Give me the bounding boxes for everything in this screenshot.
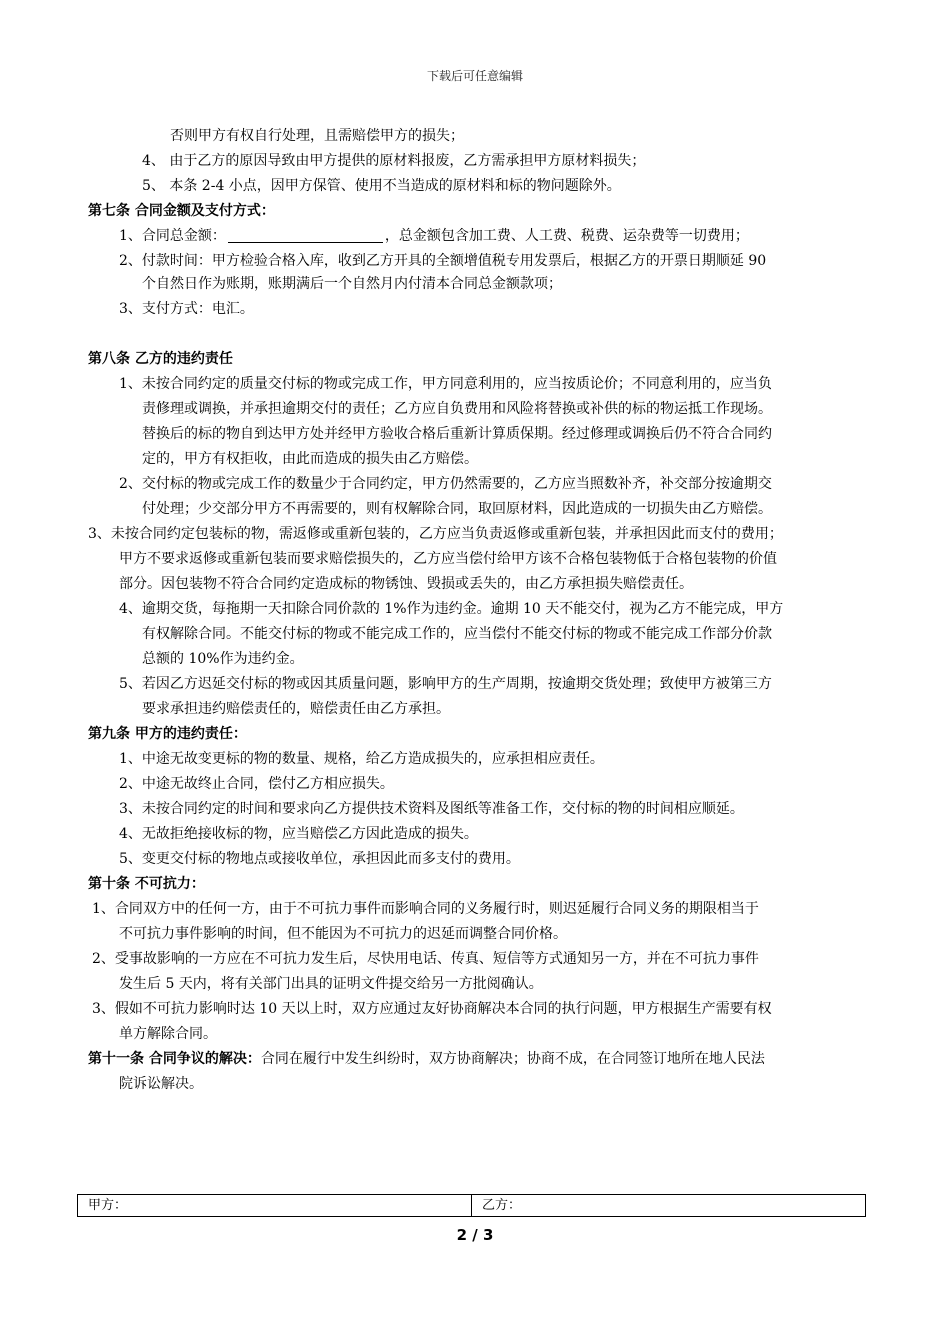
text-line: 甲方不要求返修或重新包装而要求赔偿损失的，乙方应当偿付给甲方该不合格包装物低于合格包装物的价值: [119, 551, 777, 567]
page-number: 2 / 3: [456, 1226, 494, 1244]
text-line: 单方解除合同。: [119, 1026, 217, 1042]
text-line: 总额的 10%作为违约金。: [142, 651, 304, 667]
section-heading: 第八条 乙方的违约责任: [88, 351, 233, 367]
text-line: 部分。因包装物不符合合同约定造成标的物锈蚀、毁损或丢失的，由乙方承担损失赔偿责任。: [119, 576, 693, 592]
text-line: [88, 1048, 765, 1070]
text-line: 2、中途无故终止合同，偿付乙方相应损失。: [119, 776, 394, 792]
section-heading: 第九条 甲方的违约责任：: [88, 726, 247, 742]
text-line: [119, 225, 749, 247]
contract-amount-label: 1、合同总金额：: [119, 228, 226, 244]
text-line: 5、若因乙方迟延交付标的物或因其质量问题，影响甲方的生产周期，按逾期交货处理；致使甲方被第三方: [119, 676, 772, 692]
dispute-text: 合同在履行中发生纠纷时，双方协商解决；协商不成，在合同签订地所在地人民法: [260, 1051, 765, 1067]
text-line: 2、交付标的物或完成工作的数量少于合同约定，甲方仍然需要的，乙方应当照数补齐，补交部分按逾期交: [119, 476, 772, 492]
text-line: 院诉讼解决。: [119, 1076, 203, 1092]
text-line: 定的，甲方有权拒收，由此而造成的损失由乙方赔偿。: [142, 451, 478, 467]
signature-table: [77, 1194, 866, 1217]
text-line: 3、假如不可抗力影响时达 10 天以上时，双方应通过友好协商解决本合同的执行问题，甲方根据生产需要有权: [92, 1001, 772, 1017]
text-line: 4、 由于乙方的原因导致由甲方提供的原材料报废，乙方需承担甲方原材料损失；: [142, 153, 646, 169]
text-line: 1、合同双方中的任何一方，由于不可抗力事件而影响合同的义务履行时，则迟延履行合同义务的期限相当于: [92, 901, 759, 917]
text-line: 1、中途无故变更标的物的数量、规格，给乙方造成损失的，应承担相应责任。: [119, 751, 604, 767]
text-line: 付处理；少交部分甲方不再需要的，则有权解除合同，取回原材料，因此造成的一切损失由乙方赔偿。: [142, 501, 772, 517]
contract-amount-blank: [228, 226, 383, 243]
text-line: 要求承担违约赔偿责任的，赔偿责任由乙方承担。: [142, 701, 450, 717]
section-heading: 第十一条 合同争议的解决：: [88, 1051, 261, 1067]
text-line: 2、受事故影响的一方应在不可抗力发生后，尽快用电话、传真、短信等方式通知另一方，并在不可抗力事件: [92, 951, 759, 967]
text-line: 5、 本条 2-4 小点，因甲方保管、使用不当造成的原材料和标的物问题除外。: [142, 178, 621, 194]
text-line: 5、变更交付标的物地点或接收单位，承担因此而多支付的费用。: [119, 851, 520, 867]
section-heading: 第十条 不可抗力：: [88, 876, 205, 892]
text-line: 个自然日作为账期，账期满后一个自然月内付清本合同总金额款项；: [142, 276, 562, 292]
text-line: 4、逾期交货，每拖期一天扣除合同价款的 1%作为违约金。逾期 10 天不能交付，视为乙方不能完成，甲方: [119, 601, 784, 617]
text-line: 否则甲方有权自行处理，且需赔偿甲方的损失；: [170, 128, 464, 144]
text-line: 有权解除合同。不能交付标的物或不能完成工作的，应当偿付不能交付标的物或不能完成工作部分价款: [142, 626, 772, 642]
page-header: 下载后可任意编辑: [426, 69, 523, 83]
text-line: 发生后 5 天内，将有关部门出具的证明文件提交给另一方批阅确认。: [119, 976, 543, 992]
section-heading: 第七条 合同金额及支付方式：: [88, 203, 275, 219]
text-line: 3、未按合同约定的时间和要求向乙方提供技术资料及图纸等准备工作，交付标的物的时间相应顺延。: [119, 801, 744, 817]
text-line: 4、无故拒绝接收标的物，应当赔偿乙方因此造成的损失。: [119, 826, 478, 842]
party-b-signature-field[interactable]: 乙方：: [471, 1195, 865, 1216]
party-a-signature-field[interactable]: 甲方：: [88, 1198, 128, 1213]
text-line: 1、未按合同约定的质量交付标的物或完成工作，甲方同意利用的，应当按质论价；不同意利用的，应当负: [119, 376, 772, 392]
text-line: 替换后的标的物自到达甲方处并经甲方验收合格后重新计算质保期。经过修理或调换后仍不符合合同约: [142, 426, 772, 442]
text-line: 3、支付方式：电汇。: [119, 301, 254, 317]
text-line: 2、付款时间：甲方检验合格入库，收到乙方开具的全额增值税专用发票后，根据乙方的开票日期顺延 90: [119, 253, 767, 269]
contract-amount-note: ，总金额包含加工费、人工费、税费、运杂费等一切费用；: [384, 228, 749, 244]
text-line: 3、未按合同约定包装标的物，需返修或重新包装的，乙方应当负责返修或重新包装，并承担因此而支付的费用；: [88, 526, 783, 542]
text-line: 责修理或调换，并承担逾期交付的责任；乙方应自负费用和风险将替换或补供的标的物运抵工作现场。: [142, 401, 772, 417]
text-line: 不可抗力事件影响的时间，但不能因为不可抗力的迟延而调整合同价格。: [119, 926, 567, 942]
